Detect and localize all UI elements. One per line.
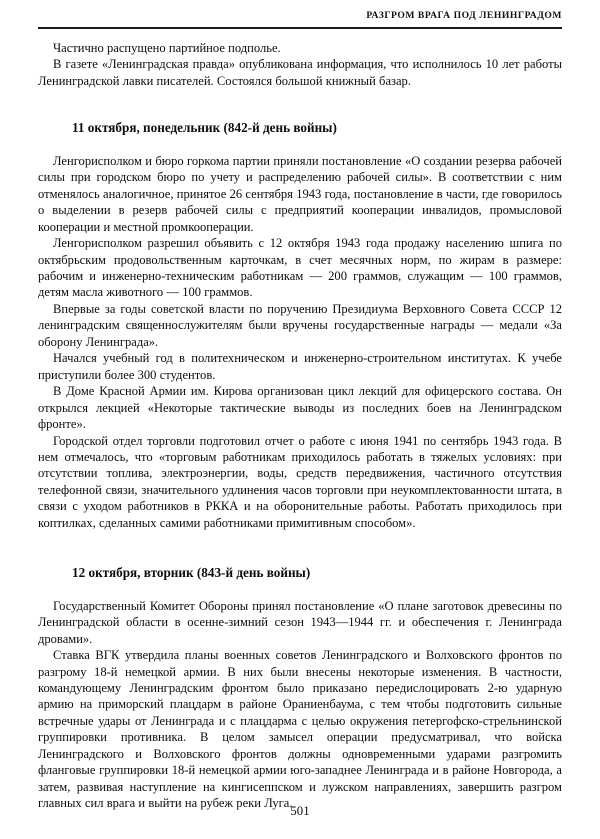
spacer: [38, 582, 562, 598]
spacer: [38, 531, 562, 565]
paragraph-s1-6: Городской отдел торговли подготовил отчет о работе с июня 1941 по сентябрь 1943 года. В нем отмечалось, что «торговым работникам приходилось работать в тяжелых условиях: при отсутствии топлива, электроэнергии, воды, средств передвижения, частичного отсутствия телефонной связи, значительного удлинения часов торговли при неукомплектованности штата, в связи с уходом работников в РККА и на оборонительные работы. Работать приходилось при коптилках, сделанных самими работниками примитивным способом».: [38, 433, 562, 530]
section-heading-12-october: 12 октября, вторник (843-й день войны): [72, 565, 311, 581]
paragraph-s2-2: Ставка ВГК утвердила планы военных советов Ленинградского и Волховского фронтов по разгрому 18-й немецкой армии. В них были внесены некоторые изменения. В частности, командующему Ленинградским фронтом было приказано передислоцировать 2-ю ударную армию на приморский плацдарм в районе Ораниенбаума, с тем чтобы подготовить сильные встречные удары от Ленинграда и с плацдарма с целью окружения петергофско-стрельнинской группировки противника. В целом замысел операции предусматривал, что войска Ленинградского и Волховского фронтов должны одновременными ударами разгромить фланговые группировки 18-й немецкой армии юго-западнее Ленинграда и в районе Новгорода, а затем, развивая наступление на кингисеппском и лужском направлениях, завершить разгром главных сил врага и выйти на рубеж реки Луга.: [38, 648, 562, 811]
section-heading-11-october: 11 октября, понедельник (842-й день войны): [72, 120, 337, 136]
spacer: [38, 137, 562, 153]
running-head: РАЗГРОМ ВРАГА ПОД ЛЕНИНГРАДОМ: [366, 10, 562, 21]
page-number: 501: [290, 804, 310, 818]
header-rule: [38, 27, 562, 29]
paragraph-s1-5: В Доме Красной Армии им. Кирова организован цикл лекций для офицерского состава. Он открылся лекцией «Некоторые тактические выводы из последних боев на Ленинградском фронте».: [38, 384, 562, 432]
paragraph-intro-2: В газете «Ленинградская правда» опубликована информация, что исполнилось 10 лет работы Ленинградской лавки писателей. Состоялся большой книжный базар.: [38, 57, 562, 88]
paragraph-s1-3: Впервые за годы советской власти по поручению Президиума Верховного Совета СССР 12 ленинградским священнослужителям были вручены государственные награды — медали «За оборону Ленинграда».: [38, 301, 562, 349]
spacer: [38, 89, 562, 120]
paragraph-s2-1: Государственный Комитет Обороны принял постановление «О плане заготовок древесины по Ленинградской области в осенне-зимний сезон 1943—1944 гг. и обеспечения г. Ленинграда дровами».: [38, 598, 562, 646]
paragraph-intro-1: Частично распущено партийное подполье.: [53, 41, 281, 55]
paragraph-s1-4: Начался учебный год в политехническом и инженерно-строительном институтах. К учебе приступили более 300 студентов.: [38, 351, 562, 382]
text-column: [38, 40, 562, 812]
paragraph-s1-2: Ленгорисполком разрешил объявить с 12 октября 1943 года продажу населению шпига по октябрьским продовольственным карточкам, в счет месячных норм, по жирам в размере: рабочим и инженерно-техническим работникам — 200 граммов, служащим — 100 граммов, детям масла животного — 100 граммов.: [38, 236, 562, 300]
paragraph-s1-1: Ленгорисполком и бюро горкома партии приняли постановление «О создании резерва рабочей силы при городском бюро по учету и распределению рабочей силы». В соответствии с ним отменялось аналогичное, принятое 26 сентября 1943 года, постановление в части, где говорилось о выделении в резерв рабочей силы с предприятий кооперации инвалидов, промысловой кооперации и местной промкооперации.: [38, 153, 562, 234]
